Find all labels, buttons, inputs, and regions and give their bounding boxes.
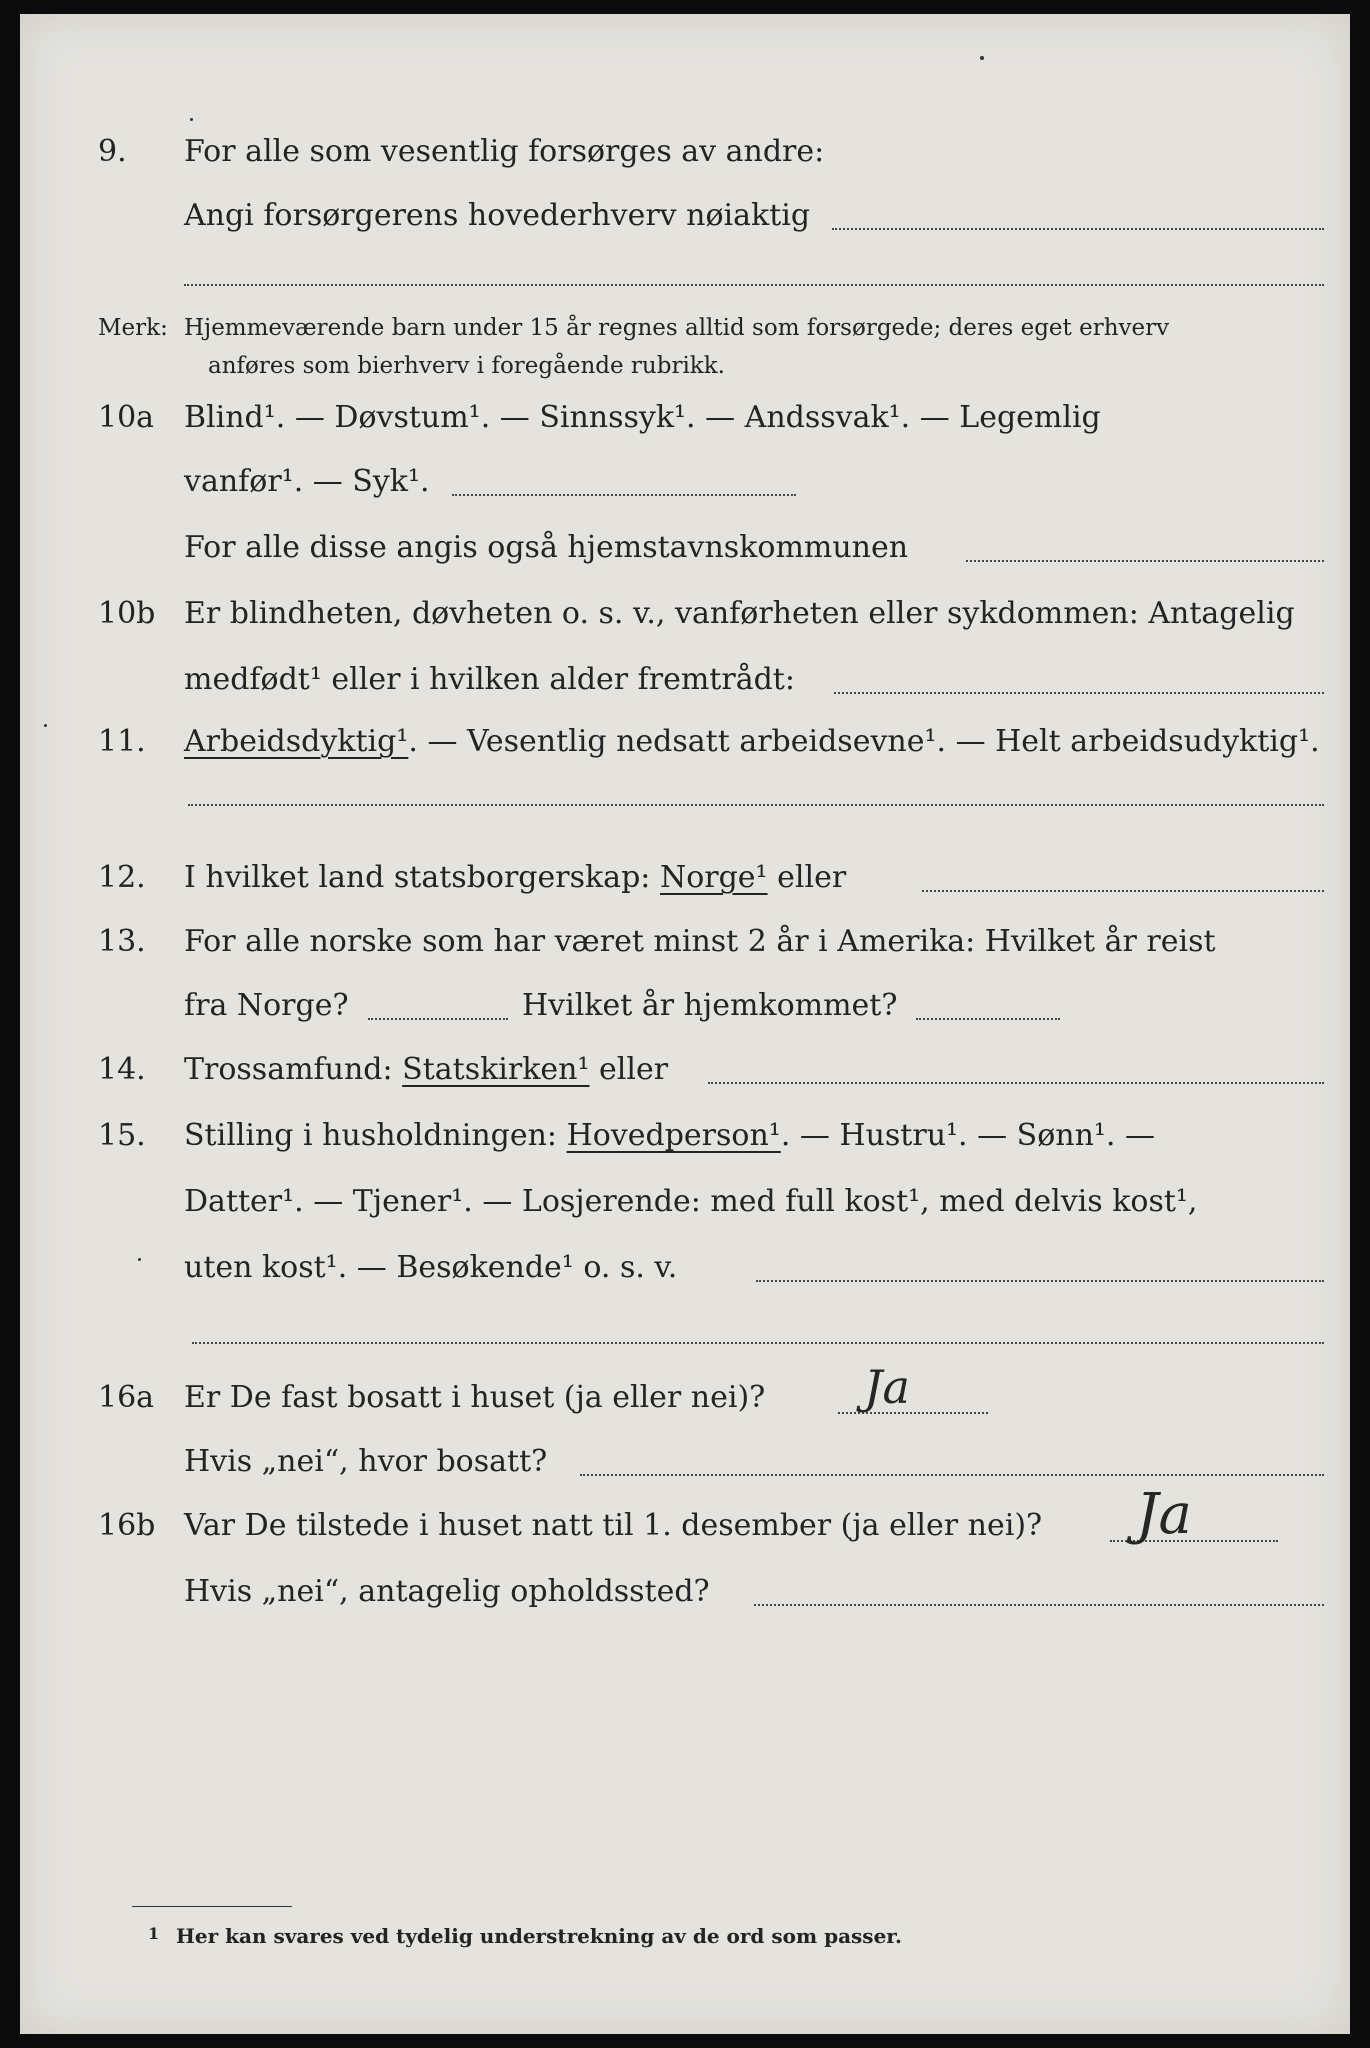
ink-speck [980,56,984,60]
q15-line-2 [20,1180,1350,1224]
q10a-line-2 [20,460,1350,504]
q15-answer-field[interactable] [756,1280,1324,1282]
q16a-bosatt-field[interactable] [580,1474,1324,1476]
q14-line [20,1048,1350,1092]
q16a-answer-field[interactable] [838,1412,988,1414]
merk-line-2 [20,348,1350,384]
q15-answer-field-2[interactable] [192,1342,1324,1344]
q10a-text-2: vanfør¹. — Syk¹. [184,464,430,499]
q16b-number: 16b [98,1508,156,1543]
q10b-line-1 [20,592,1350,636]
q16b-line-2 [20,1570,1350,1614]
q12-number: 12. [98,860,146,895]
q13-text-1: For alle norske som har været minst 2 år i Amerika: Hvilket år reist [184,924,1216,959]
q16b-text-2: Hvis „nei“, antagelig opholdssted? [184,1574,710,1609]
q14-answer-field[interactable] [708,1082,1324,1084]
q10a-hjemstavn-field[interactable] [966,560,1324,562]
merk-text-2: anføres som bierhverv i foregående rubrikk. [208,353,725,379]
q10a-line-1 [20,396,1350,440]
q9-answer-field-2[interactable] [184,284,1324,286]
q15-text-1 [184,1114,1155,1158]
q13-line-1 [20,920,1350,964]
census-form-page [20,14,1350,2034]
footnote-marker: 1 [148,1924,160,1943]
q14-suffix: eller [599,1052,669,1087]
q11-answer-field[interactable] [188,804,1324,806]
q10b-text-1: Er blindheten, døvheten o. s. v., vanførheten eller sykdommen: Antagelig [184,596,1295,631]
q10b-text-2: medfødt¹ eller i hvilken alder fremtrådt: [184,662,795,697]
q15-line-3 [20,1246,1350,1290]
q10a-text-3: For alle disse angis også hjemstavnskommunen [184,530,909,565]
q11-rest: . — Vesentlig nedsatt arbeidsevne¹. — Helt arbeidsudyktig¹. [408,724,1320,759]
q10a-number: 10a [98,400,155,435]
merk-text-1: Hjemmeværende barn under 15 år regnes alltid som forsørgede; deres eget erhverv [184,315,1170,341]
q11-number: 11. [98,724,146,759]
footnote-text: Her kan svares ved tydelig understrekning av de ord som passer. [176,1924,902,1948]
q9-text-1: For alle som vesentlig forsørges av andre: [184,134,825,169]
q9-answer-field[interactable] [832,228,1324,230]
q10b-line-2 [20,658,1350,702]
q14-question: Trossamfund: [184,1052,393,1087]
q14-underlined-option[interactable]: Statskirken¹ [402,1052,590,1087]
q9-line-2 [20,194,1350,238]
q16a-line-2 [20,1440,1350,1484]
q15-text-2: Datter¹. — Tjener¹. — Losjerende: med full kost¹, med delvis kost¹, [184,1184,1198,1219]
q15-underlined-option[interactable]: Hovedperson¹ [566,1118,781,1153]
q16a-text-2: Hvis „nei“, hvor bosatt? [184,1444,548,1479]
q11-underlined-option[interactable]: Arbeidsdyktig¹ [184,724,409,759]
q12-answer-field[interactable] [922,890,1324,892]
q16b-text-1: Var De tilstede i huset natt til 1. desember (ja eller nei)? [184,1508,1043,1543]
q12-line [20,856,1350,900]
q15-options-1: . — Hustru¹. — Sønn¹. — [780,1118,1156,1153]
q14-text [184,1048,668,1092]
q9-number: 9. [98,134,127,169]
q13-reist-field[interactable] [368,1018,508,1020]
q10b-answer-field[interactable] [834,692,1324,694]
q10b-number: 10b [98,596,156,631]
q16b-handwritten-answer: Ja [1136,1482,1192,1547]
q12-text [184,856,846,900]
q9-text-2: Angi forsørgerens hovederhverv nøiaktig [184,198,811,233]
q10a-text-1: Blind¹. — Døvstum¹. — Sinnssyk¹. — Andssvak¹. — Legemlig [184,400,1101,435]
q15-question: Stilling i husholdningen: [184,1118,558,1153]
q10a-line-3 [20,526,1350,570]
q16a-number: 16a [98,1380,155,1415]
q16a-handwritten-answer: Ja [864,1360,910,1414]
q12-underlined-option[interactable]: Norge¹ [659,860,768,895]
footnote-rule [132,1906,292,1907]
merk-label: Merk: [98,315,168,341]
q16a-text-1: Er De fast bosatt i huset (ja eller nei)? [184,1380,766,1415]
merk-line-1 [20,310,1350,346]
q16a-line-1 [20,1376,1350,1420]
q15-number: 15. [98,1118,146,1153]
q13-number: 13. [98,924,146,959]
q13-text-2a: fra Norge? [184,988,349,1023]
q9-line-1 [20,130,1350,174]
q11-line [20,720,1350,764]
q11-text [184,720,1320,764]
q14-number: 14. [98,1052,146,1087]
q13-text-2b: Hvilket år hjemkommet? [522,988,898,1023]
q13-hjemkommet-field[interactable] [916,1018,1060,1020]
q15-line-1 [20,1114,1350,1158]
ink-speck [190,118,193,121]
q13-line-2 [20,984,1350,1028]
q10a-syk-field[interactable] [452,494,796,496]
q12-suffix: eller [777,860,847,895]
q12-question: I hvilket land statsborgerskap: [184,860,651,895]
q15-text-3: uten kost¹. — Besøkende¹ o. s. v. [184,1250,678,1285]
q16b-opholdssted-field[interactable] [754,1604,1324,1606]
